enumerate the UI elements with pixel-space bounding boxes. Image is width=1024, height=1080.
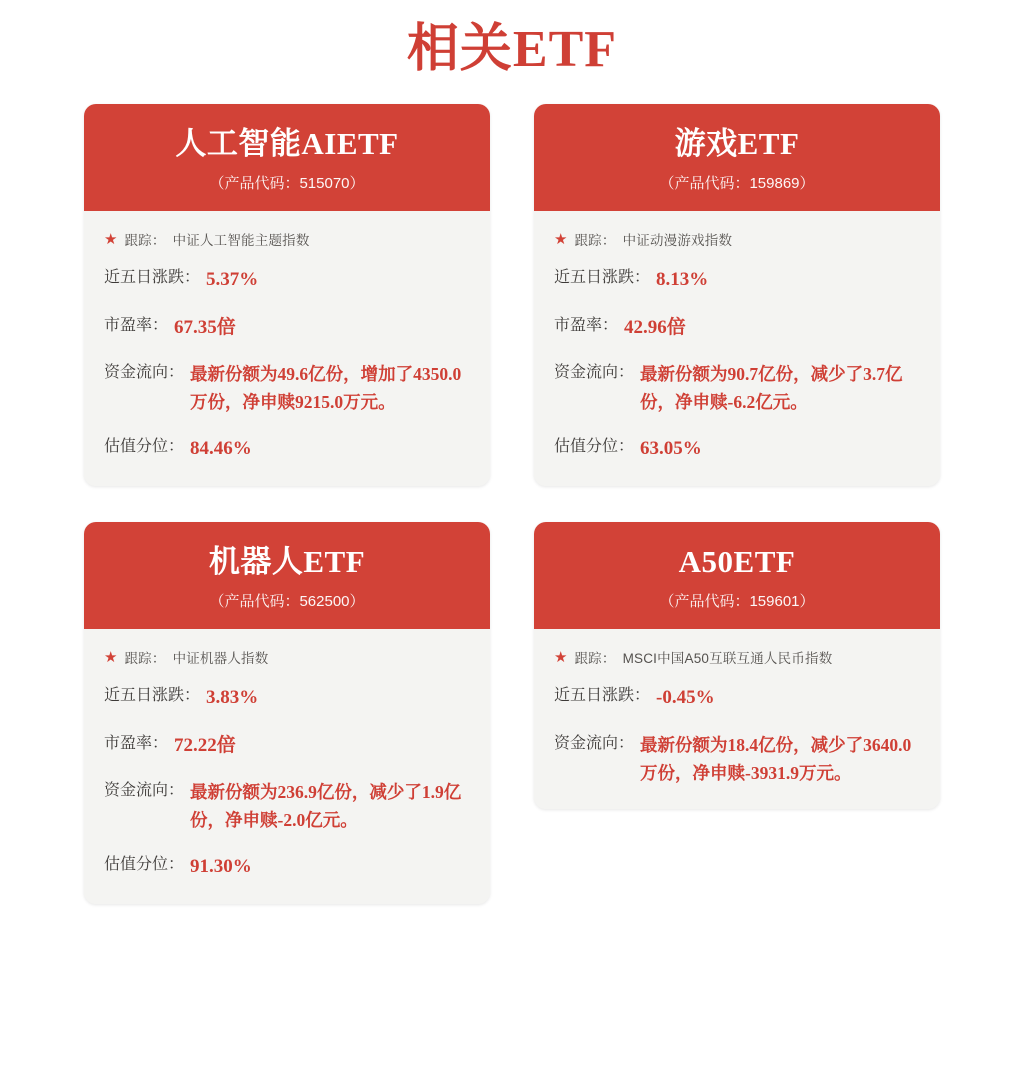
star-icon: ★ xyxy=(554,230,568,248)
etf-flow-row xyxy=(554,731,920,787)
etf-card-grid xyxy=(0,104,1024,904)
etf-card[interactable] xyxy=(534,522,940,809)
etf-valuation-label: 估值分位： xyxy=(104,856,185,874)
etf-five-day-value: 8.13% xyxy=(656,269,709,291)
etf-code: （产品代码：159869） xyxy=(659,175,815,193)
etf-card[interactable] xyxy=(534,104,940,486)
etf-valuation-value: 91.30% xyxy=(190,856,252,878)
etf-card-body xyxy=(84,629,490,903)
etf-card-body xyxy=(84,211,490,485)
etf-track-value: MSCI中国A50互联互通人民币指数 xyxy=(622,651,833,667)
etf-flow-value: 最新份额为90.7亿份，减少了3.7亿份，净申赎-6.2亿元。 xyxy=(640,364,903,413)
etf-flow-row xyxy=(554,360,920,416)
etf-track-label: 跟踪： xyxy=(124,651,166,667)
etf-valuation-row xyxy=(554,434,920,463)
etf-flow-row xyxy=(104,360,470,416)
etf-five-day-row xyxy=(104,683,470,712)
etf-pe-value: 42.96倍 xyxy=(624,316,686,338)
etf-five-day-value: 5.37% xyxy=(206,269,259,291)
star-icon: ★ xyxy=(104,648,118,666)
etf-five-day-row xyxy=(554,683,920,712)
etf-pe-label: 市盈率： xyxy=(104,316,169,334)
etf-five-day-label: 近五日涨跌： xyxy=(554,687,651,705)
etf-track-label: 跟踪： xyxy=(574,651,616,667)
page-title: 相关ETF xyxy=(406,21,618,78)
etf-card-body xyxy=(534,211,940,485)
etf-track-row xyxy=(554,647,920,667)
etf-flow-value: 最新份额为18.4亿份，减少了3640.0万份，净申赎-3931.9万元。 xyxy=(640,734,912,783)
etf-pe-value: 67.35倍 xyxy=(174,316,236,338)
etf-track-label: 跟踪： xyxy=(574,233,616,249)
etf-pe-row xyxy=(554,313,920,342)
etf-card-header xyxy=(534,104,940,212)
etf-card-body xyxy=(534,629,940,808)
etf-five-day-row xyxy=(554,265,920,294)
etf-card-header xyxy=(84,104,490,212)
etf-card[interactable] xyxy=(84,522,490,904)
etf-valuation-value: 63.05% xyxy=(640,438,702,460)
etf-flow-label: 资金流向： xyxy=(554,734,635,752)
etf-flow-value: 最新份额为236.9亿份，减少了1.9亿份，净申赎-2.0亿元。 xyxy=(190,782,462,831)
etf-flow-value: 最新份额为49.6亿份，增加了4350.0万份，净申赎9215.0万元。 xyxy=(190,364,462,413)
etf-five-day-label: 近五日涨跌： xyxy=(554,269,651,287)
etf-five-day-label: 近五日涨跌： xyxy=(104,269,201,287)
etf-pe-value: 72.22倍 xyxy=(174,734,236,756)
etf-track-value: 中证动漫游戏指数 xyxy=(622,233,733,249)
etf-valuation-row xyxy=(104,852,470,881)
star-icon: ★ xyxy=(104,230,118,248)
etf-valuation-label: 估值分位： xyxy=(554,438,635,456)
etf-name: 人工智能AIETF xyxy=(175,125,399,161)
etf-card-header xyxy=(534,522,940,630)
etf-valuation-value: 84.46% xyxy=(190,438,252,460)
etf-pe-row xyxy=(104,731,470,760)
etf-card-header xyxy=(84,522,490,630)
etf-track-label: 跟踪： xyxy=(124,233,166,249)
etf-track-value: 中证机器人指数 xyxy=(172,651,269,667)
etf-valuation-label: 估值分位： xyxy=(104,438,185,456)
etf-flow-label: 资金流向： xyxy=(554,364,635,382)
etf-track-row xyxy=(554,229,920,249)
etf-flow-label: 资金流向： xyxy=(104,364,185,382)
etf-flow-label: 资金流向： xyxy=(104,782,185,800)
star-icon: ★ xyxy=(554,648,568,666)
etf-five-day-row xyxy=(104,265,470,294)
etf-name: 游戏ETF xyxy=(674,125,800,161)
etf-card[interactable] xyxy=(84,104,490,486)
etf-five-day-label: 近五日涨跌： xyxy=(104,687,201,705)
etf-track-value: 中证人工智能主题指数 xyxy=(172,233,310,249)
etf-pe-row xyxy=(104,313,470,342)
etf-five-day-value: 3.83% xyxy=(206,687,259,709)
etf-code: （产品代码：562500） xyxy=(209,593,365,611)
etf-code: （产品代码：159601） xyxy=(659,593,815,611)
etf-pe-label: 市盈率： xyxy=(104,734,169,752)
etf-code: （产品代码：515070） xyxy=(209,175,365,193)
etf-name: 机器人ETF xyxy=(208,543,366,579)
etf-name: A50ETF xyxy=(678,543,796,579)
etf-flow-row xyxy=(104,778,470,834)
etf-track-row xyxy=(104,229,470,249)
etf-five-day-value: -0.45% xyxy=(656,687,715,709)
etf-track-row xyxy=(104,647,470,667)
etf-pe-label: 市盈率： xyxy=(554,316,619,334)
etf-valuation-row xyxy=(104,434,470,463)
